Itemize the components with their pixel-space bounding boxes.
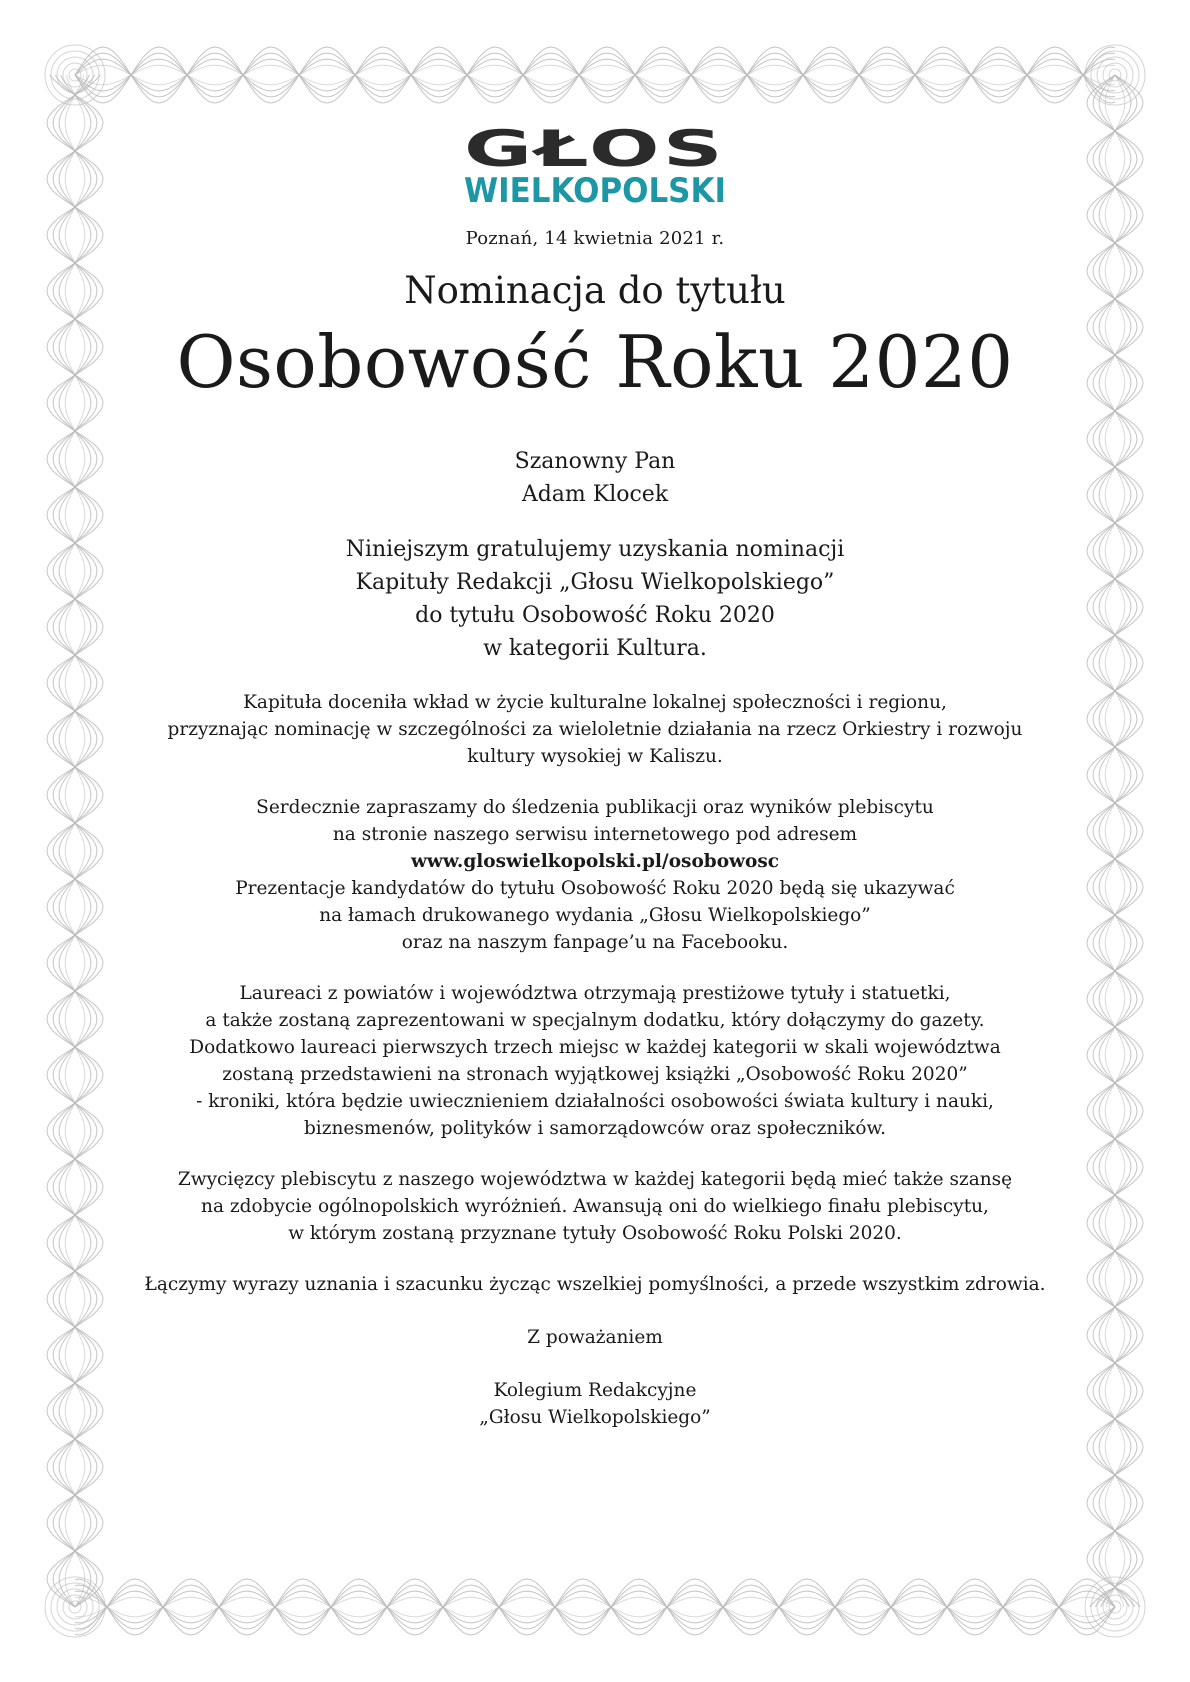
paragraph-line: Kapituła doceniła wkład w życie kulturalne lokalnej społeczności i regionu, <box>243 692 947 713</box>
signature-block <box>140 1377 1050 1431</box>
logo-bottom-text: WIELKOPOLSKI <box>464 171 726 206</box>
frame-strand <box>75 53 1115 97</box>
letter-date: Poznań, 14 kwietnia 2021 r. <box>465 228 725 249</box>
paragraph-regards <box>140 1271 1050 1298</box>
frame-strand <box>75 1597 1115 1617</box>
paragraph-line: na stronie naszego serwisu internetowego pod adresem <box>332 824 858 845</box>
logo-top-text: GŁOS <box>464 120 726 178</box>
newspaper-logo <box>460 120 730 206</box>
paragraph-line: zostaną przedstawieni na stronach wyjątkowej książki „Osobowość Roku 2020” <box>222 1064 968 1085</box>
paragraph-line: Łączymy wyrazy uznania i szacunku życząc wszelkiej pomyślności, a przede wszystkim zdrowia. <box>144 1274 1046 1295</box>
paragraph-line: Dodatkowo laureaci pierwszych trzech miejsc w każdej kategorii w skali województwa <box>189 1037 1001 1058</box>
letter-content <box>140 120 1050 1431</box>
frame-strand <box>75 1579 1115 1635</box>
frame-strand <box>75 1585 1115 1629</box>
paragraph-line: a także zostaną zaprezentowani w specjalnym dodatku, który dołączymy do gazety. <box>205 1010 985 1031</box>
closing-block <box>140 1324 1050 1351</box>
paragraph-line: oraz na naszym fanpage’u na Facebooku. <box>401 932 789 953</box>
recipient-name: Adam Klocek <box>521 482 669 507</box>
paragraph-winners <box>140 1166 1050 1247</box>
frame-strand <box>75 65 1115 85</box>
frame-strand <box>75 1579 1115 1635</box>
paragraph-line: - kroniki, która będzie uwiecznieniem działalności osobowości świata kultury i nauki, <box>196 1091 994 1112</box>
signature-line: Kolegium Redakcyjne <box>493 1380 697 1401</box>
congrats-line: do tytułu Osobowość Roku 2020 <box>415 603 775 628</box>
paragraph-line: Serdecznie zapraszamy do śledzenia publikacji oraz wyników plebiscytu <box>256 797 934 818</box>
frame-strand <box>75 53 1115 97</box>
frame-strand <box>75 59 1115 91</box>
frame-strand <box>75 1579 1115 1635</box>
frame-strand <box>75 1591 1115 1623</box>
paragraph-line: Prezentacje kandydatów do tytułu Osobowość Roku 2020 będą się ukazywać <box>235 878 955 899</box>
congratulations-block <box>140 533 1050 665</box>
frame-strand <box>75 1591 1115 1623</box>
frame-strand <box>75 65 1115 85</box>
frame-strand <box>75 1591 1115 1623</box>
paragraph-line: biznesmenów, polityków i samorządowców oraz społeczników. <box>303 1118 887 1139</box>
frame-strand <box>75 47 1115 103</box>
frame-strand <box>75 1597 1115 1617</box>
website-url[interactable]: www.gloswielkopolski.pl/osobowosc <box>410 851 780 872</box>
frame-strand <box>75 47 1115 103</box>
frame-strand <box>75 1585 1115 1629</box>
paragraph-line: Zwycięzcy plebiscytu z naszego województwa w każdej kategorii będą mieć także szansę <box>177 1169 1013 1190</box>
frame-strand <box>75 1585 1115 1629</box>
congrats-line: w kategorii Kultura. <box>483 636 707 661</box>
congrats-line: Niniejszym gratulujemy uzyskania nominacji <box>345 537 845 562</box>
signature-line: „Głosu Wielkopolskiego” <box>479 1407 711 1428</box>
salutation <box>140 445 1050 511</box>
frame-strand <box>75 47 1115 103</box>
paragraph-line: Laureaci z powiatów i województwa otrzymają prestiżowe tytuły i statuetki, <box>239 983 951 1004</box>
frame-strand <box>75 47 1115 103</box>
logo-mark <box>460 120 730 206</box>
frame-strand <box>75 1579 1115 1635</box>
congrats-line: Kapituły Redakcji „Głosu Wielkopolskiego” <box>355 570 835 595</box>
award-title: Osobowość Roku 2020 <box>176 320 1014 404</box>
frame-strand <box>75 53 1115 97</box>
frame-strand <box>75 59 1115 91</box>
frame-strand <box>75 59 1115 91</box>
closing-line: Z poważaniem <box>527 1327 663 1348</box>
paragraph-line: przyznając nominację w szczególności za wieloletnie działania na rzecz Orkiestry i rozwoju <box>167 719 1023 740</box>
paragraph-merit <box>140 689 1050 770</box>
frame-strand <box>75 59 1115 91</box>
salutation-line: Szanowny Pan <box>514 449 676 474</box>
paragraph-line: w którym zostaną przyznane tytuły Osobowość Roku Polski 2020. <box>288 1223 902 1244</box>
paragraph-line: na zdobycie ogólnopolskich wyróżnień. Awansują oni do wielkiego finału plebiscytu, <box>201 1196 989 1217</box>
nomination-heading: Nominacja do tytułu <box>404 269 786 312</box>
frame-strand <box>75 53 1115 97</box>
frame-strand <box>75 1585 1115 1629</box>
paragraph-laureates <box>140 980 1050 1142</box>
frame-strand <box>75 1591 1115 1623</box>
paragraph-invitation <box>140 794 1050 956</box>
paragraph-line: kultury wysokiej w Kaliszu. <box>467 746 723 767</box>
paragraph-line: na łamach drukowanego wydania „Głosu Wielkopolskiego” <box>319 905 871 926</box>
